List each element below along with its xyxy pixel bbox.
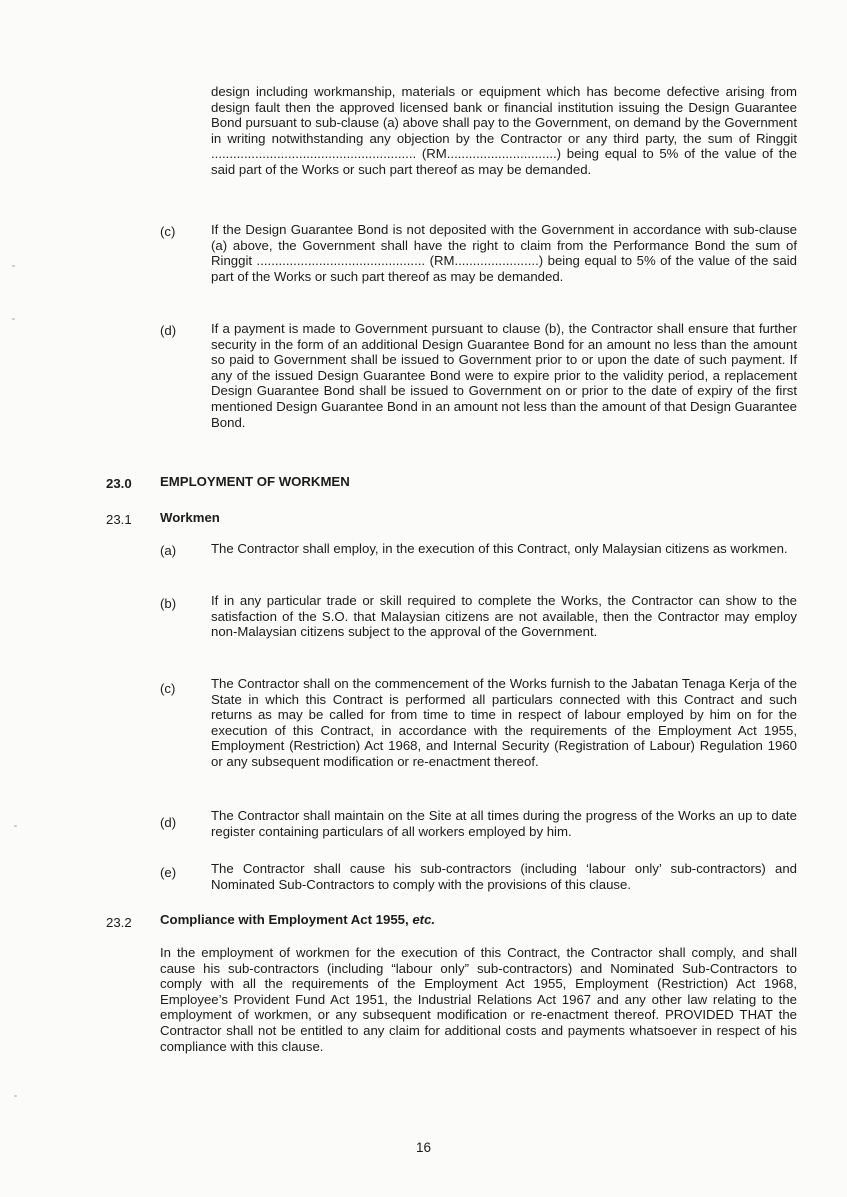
item-label-d: (d)	[160, 323, 177, 338]
subsection-title-2-etc: etc.	[412, 912, 436, 927]
workmen-text-b: If in any particular trade or skill required to complete the Works, the Contractor can show to the satisfaction of the S.O. that Malaysian citizens are not available, then the Contractor may employ non-Malaysian citizens subject to the approval of the Government.	[211, 593, 797, 640]
item-text-c: If the Design Guarantee Bond is not deposited with the Government in accordance with sub-clause (a) above, the Government shall have the right to claim from the Performance Bond the sum of Ringgit .............................................. (RM.......................) being equal to 5% of the value of the said part of the Works or such part thereof as may be demanded.	[211, 222, 797, 284]
subsection-number: 23.1	[106, 512, 132, 527]
section-title: EMPLOYMENT OF WORKMEN	[160, 474, 350, 489]
subsection-title-2	[160, 912, 435, 928]
subsection-title: Workmen	[160, 510, 220, 525]
scan-speck	[12, 265, 15, 267]
workmen-text-c: The Contractor shall on the commencement of the Works furnish to the Jabatan Tenaga Kerja of the State in which this Contract is performed all particulars connected with this Contract and such returns as may be called for from time to time in respect of labour employed by him on for the execution of this Contract, in accordance with the requirements of the Employment Act 1955, Employment (Restriction) Act 1968, and Internal Security (Registration of Labour) Regulation 1960 or any subsequent modification or re-enactment thereof.	[211, 676, 797, 769]
item-text-d: If a payment is made to Government pursuant to clause (b), the Contractor shall ensure that further security in the form of an additional Design Guarantee Bond for an amount no less than the amount so paid to Government shall be issued to Government prior to or upon the date of such payment. If any of the issued Design Guarantee Bond were to expire prior to the validity period, a replacement Design Guarantee Bond shall be issued to Government on or prior to the date of expiry of the first mentioned Design Guarantee Bond in an amount not less than the amount of that Design Guarantee Bond.	[211, 321, 797, 430]
workmen-text-e: The Contractor shall cause his sub-contractors (including ‘labour only’ sub-contractors) and Nominated Sub-Contractors to comply with the provisions of this clause.	[211, 861, 797, 892]
page-number: 16	[415, 1140, 432, 1155]
continuation-paragraph: design including workmanship, materials or equipment which has become defective arising from design fault then the approved licensed bank or financial institution issuing the Design Guarantee Bond pursuant to sub-clause (a) above shall pay to the Government, on demand by the Government in writing notwithstanding any objection by the Contractor or any third party, the sum of Ringgit ........................................................ (RM..............................) being equal to 5% of the value of the said part of the Works or such part thereof as may be demanded.	[211, 84, 797, 177]
scan-speck	[12, 318, 15, 320]
section-number: 23.0	[106, 476, 132, 491]
scan-speck	[14, 1095, 17, 1097]
workmen-text-a: The Contractor shall employ, in the execution of this Contract, only Malaysian citizens as workmen.	[211, 541, 788, 556]
subsection-title-2-main: Compliance with Employment Act 1955,	[160, 912, 413, 927]
item-label-c: (c)	[160, 224, 176, 239]
workmen-label-e: (e)	[160, 865, 177, 880]
workmen-label-c: (c)	[160, 681, 176, 696]
scan-speck	[14, 825, 17, 827]
workmen-label-b: (b)	[160, 596, 177, 611]
workmen-text-d: The Contractor shall maintain on the Site at all times during the progress of the Works an up to date register containing particulars of all workers employed by him.	[211, 808, 797, 839]
subsection-number-2: 23.2	[106, 915, 132, 930]
compliance-paragraph: In the employment of workmen for the execution of this Contract, the Contractor shall comply, and shall cause his sub-contractors (including “labour only” sub-contractors) and Nominated Sub-Contractors to comply with all the requirements of the Employment Act 1955, Employment (Restriction) Act 1968, Employee’s Provident Fund Act 1951, the Industrial Relations Act 1967 and any other law relating to the employment of workmen, or any subsequent modification or re-enactment thereof. PROVIDED THAT the Contractor shall not be entitled to any claim for additional costs and payments whatsoever in respect of his compliance with this clause.	[160, 945, 797, 1054]
workmen-label-a: (a)	[160, 543, 177, 558]
workmen-label-d: (d)	[160, 815, 177, 830]
